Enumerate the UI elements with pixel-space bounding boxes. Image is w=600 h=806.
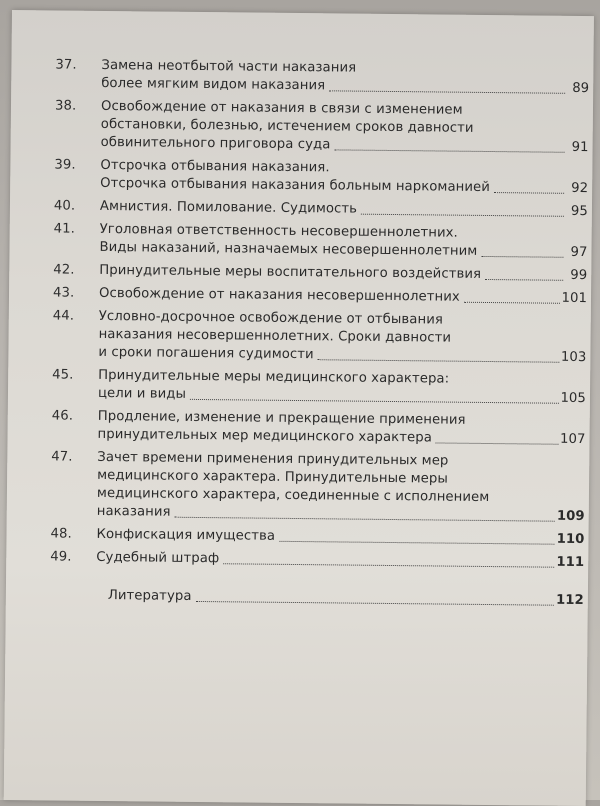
toc-entry-text: более мягким видом наказания [101,75,326,94]
toc-entry-number: 48. [50,526,72,542]
toc-entry-page: 111 [556,554,585,571]
toc-entry-text: Отсрочка отбывания наказания больным наркоманией [100,175,491,196]
toc-entry-last-line [108,587,584,610]
toc-entry-last-line [99,262,587,285]
dot-leader [329,90,565,93]
toc-entry-line: наказания несовершеннолетних. Сроки давности [98,326,452,346]
toc-entry-number: 40. [53,198,76,214]
toc-entry-text: Принудительные меры воспитательного воздействия [99,262,482,282]
toc-entry-text: наказания [96,503,171,520]
toc-entry-number: 44. [52,308,75,324]
toc-entry-last-line [99,285,587,308]
toc-entry-last-line [101,134,589,157]
toc-entry-page: 101 [561,290,588,307]
dot-leader [279,541,555,545]
toc-entry-literature [50,586,584,610]
dot-leader [481,256,563,258]
toc-entry-text: и сроки погашения судимости [98,344,314,363]
toc-entry-line: Уголовная ответственность несовершеннолетних. [99,221,458,241]
toc-entry-43 [53,284,587,308]
toc-entry-text: Конфискация имущества [96,526,276,544]
toc-entry-37 [55,56,589,98]
toc-entry-line: медицинского характера, соединенные с исполнением [96,485,490,506]
toc-entry-line: Отсрочка отбывания наказания. [100,157,330,176]
toc-entry-number: 46. [51,408,74,424]
toc-entry-last-line [100,198,588,221]
toc-entry-number: 39. [54,157,76,173]
toc-entry-text: Судебный штраф [96,549,220,567]
toc-entry-page: 97 [570,244,588,261]
toc-entry-42 [53,261,587,285]
toc-entry-line: обстановки, болезнью, истечением сроков давности [100,116,474,136]
toc-entry-page: 105 [560,390,587,407]
toc-entry-number: 43. [52,285,75,301]
toc-entry-last-line [96,549,584,572]
toc-entry-46 [51,407,585,449]
toc-entry-last-line [101,75,589,98]
toc-entry-number: 47. [51,449,73,465]
toc-entry-last-line [98,385,586,408]
toc-entry-page: 95 [570,203,588,220]
dot-leader [195,601,553,606]
toc-entry-text: принудительных мер медицинского характера [97,426,432,446]
toc-entry-line: Зачет времени применения принудительных мер [97,449,449,469]
dot-leader [175,517,555,522]
toc-entry-last-line [97,503,585,526]
toc-entry-last-line [100,175,588,198]
table-of-contents [50,56,590,615]
toc-entry-line: Условно-досрочное освобождение от отбывания [98,308,444,328]
toc-entry-39 [54,156,588,198]
toc-entry-page: 107 [559,431,586,448]
dot-leader [485,279,563,281]
toc-entry-number: 49. [50,549,72,565]
toc-entry-38 [55,97,590,157]
toc-entry-44 [52,307,587,367]
toc-entry-text: обвинительного приговора суда [100,134,331,153]
toc-entry-page: 103 [560,349,587,366]
toc-entry-last-line [99,239,587,262]
toc-entry-line: Продление, изменение и прекращение применения [97,408,466,428]
toc-entry-number: 38. [54,98,77,114]
toc-entry-line: Принудительные меры медицинского характера: [98,367,450,387]
toc-entry-last-line [97,426,585,449]
toc-entry-line: Освобождение от наказания в связи с изменением [100,98,463,118]
toc-entry-page: 92 [571,180,589,197]
toc-entry-line: Замена неотбытой части наказания [101,57,357,76]
toc-entry-47 [51,448,586,526]
toc-entry-page: 99 [570,267,588,284]
dot-leader [361,214,564,217]
toc-entry-text: Виды наказаний, назначаемых несовершеннолетним [99,239,478,259]
toc-entry-last-line [96,526,584,549]
dot-leader [436,442,558,444]
toc-entry-last-line [98,344,586,367]
toc-entry-text: цели и виды [97,385,187,402]
toc-entry-number: 37. [55,57,77,73]
toc-entry-48 [50,525,584,549]
toc-entry-text: Амнистия. Помилование. Судимость [99,198,358,217]
toc-entry-49 [50,548,584,572]
toc-entry-number: 42. [53,262,75,278]
dot-leader [223,563,554,567]
toc-entry-number: 45. [52,367,74,383]
toc-entry-page: 109 [556,508,585,525]
toc-entry-text: Литература [107,588,192,604]
book-page [4,10,594,806]
dot-leader [190,399,558,404]
toc-entry-page: 91 [571,139,589,156]
dot-leader [334,149,564,152]
toc-entry-page: 110 [556,531,585,548]
toc-entry-45 [52,366,586,408]
toc-entry-text: Освобождение от наказания несовершеннолетних [98,285,460,305]
toc-entry-page: 89 [572,80,590,97]
toc-entry-page: 112 [555,592,584,609]
toc-entry-41 [53,220,587,262]
dot-leader [318,359,559,363]
dot-leader [464,302,560,304]
dot-leader [494,192,564,194]
toc-entry-number: 41. [53,221,76,237]
toc-entry-40 [54,197,588,221]
toc-entry-line: медицинского характера. Принудительные меры [97,467,448,487]
